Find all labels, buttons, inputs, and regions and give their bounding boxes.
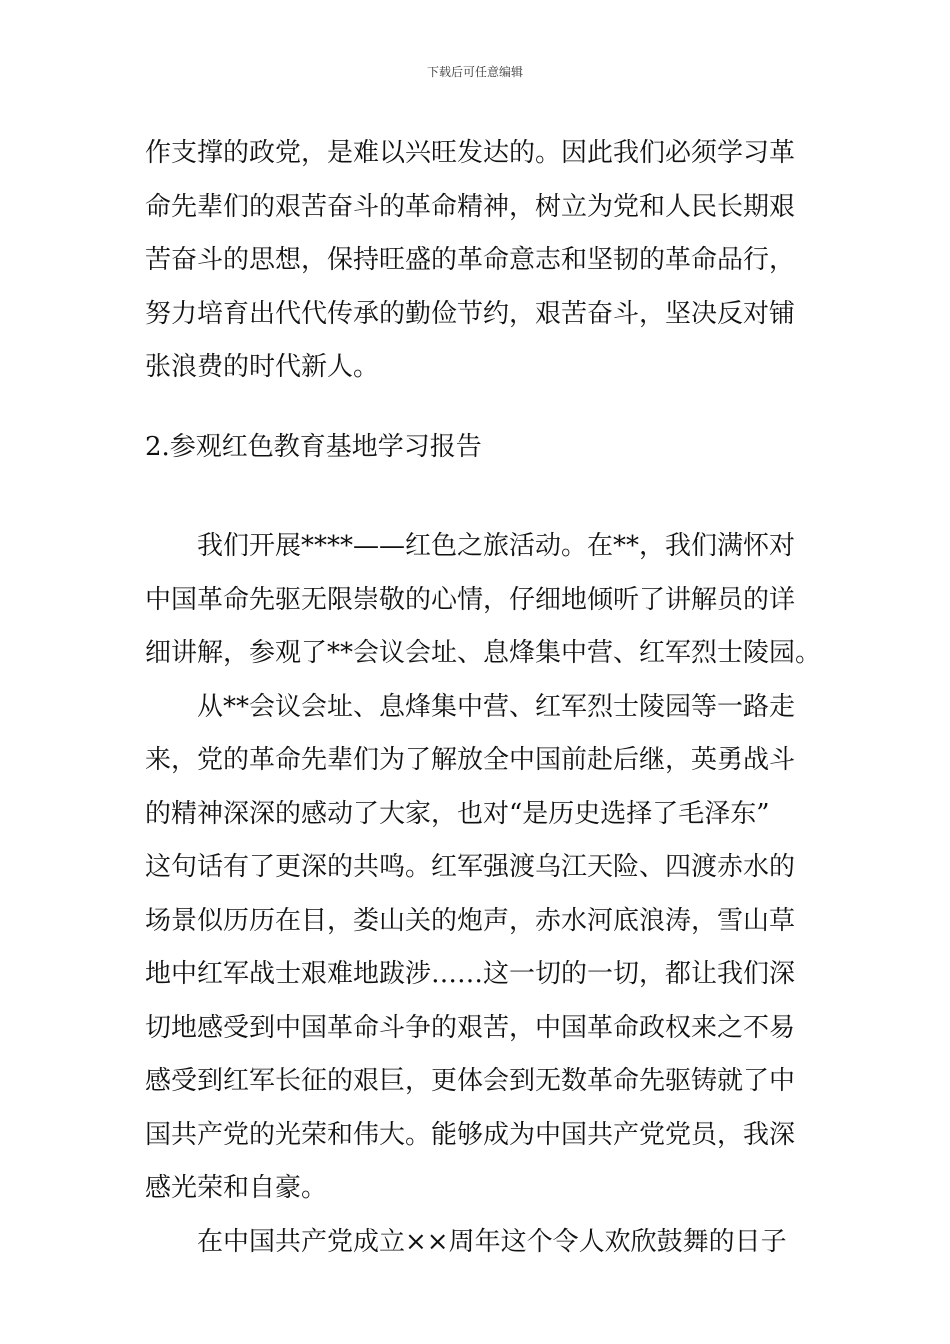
text-line: 地中红军战士艰难地跋涉……这一切的一切，都让我们深 [145,959,796,989]
section-heading-text: 2.参观红色教育基地学习报告 [145,432,482,462]
text-line: 我们开展****——红色之旅活动。在**，我们满怀对 [145,531,796,561]
text-line: 来，党的革命先辈们为了解放全中国前赴后继，英勇战斗 [145,745,796,775]
text-line: 张浪费的时代新人。 [145,352,380,382]
paragraph-block-1 [145,127,810,395]
text-line: 努力培育出代代传承的勤俭节约，艰苦奋斗，坚决反对铺 [145,298,796,329]
paragraph-block-2 [145,520,822,1269]
text-line: 切地感受到中国革命斗争的艰苦，中国革命政权来之不易 [145,1012,796,1043]
text-line: 中国革命先驱无限崇敬的心情，仔细地倾听了讲解员的详 [145,584,796,615]
text-line: 国共产党的光荣和伟大。能够成为中国共产党党员，我深 [145,1119,796,1150]
text-line: 作支撑的政党，是难以兴旺发达的。因此我们必须学习革 [145,138,796,168]
text-line: 从**会议会址、息烽集中营、红军烈士陵园等一路走 [145,691,796,722]
text-line: 细讲解，参观了**会议会址、息烽集中营、红军烈士陵园。 [145,638,822,668]
text-line: 这句话有了更深的共鸣。红军强渡乌江天险、四渡赤水的 [145,852,796,882]
text-line: 在中国共产党成立××周年这个令人欢欣鼓舞的日子 [145,1226,787,1257]
section-heading [145,421,810,475]
text-line: 苦奋斗的思想，保持旺盛的革命意志和坚韧的革命品行， [145,245,796,275]
text-line: 感光荣和自豪。 [145,1173,328,1203]
text-line: 感受到红军长征的艰巨，更体会到无数革命先驱铸就了中 [145,1066,796,1096]
page-header: 下载后可任意编辑 [426,65,523,79]
text-line: 命先辈们的艰苦奋斗的革命精神，树立为党和人民长期艰 [145,191,796,222]
text-line: 场景似历历在目，娄山关的炮声，赤水河底浪涛，雪山草 [145,905,796,936]
text-line: 的精神深深的感动了大家，也对“是历史选择了毛泽东” [145,798,770,829]
